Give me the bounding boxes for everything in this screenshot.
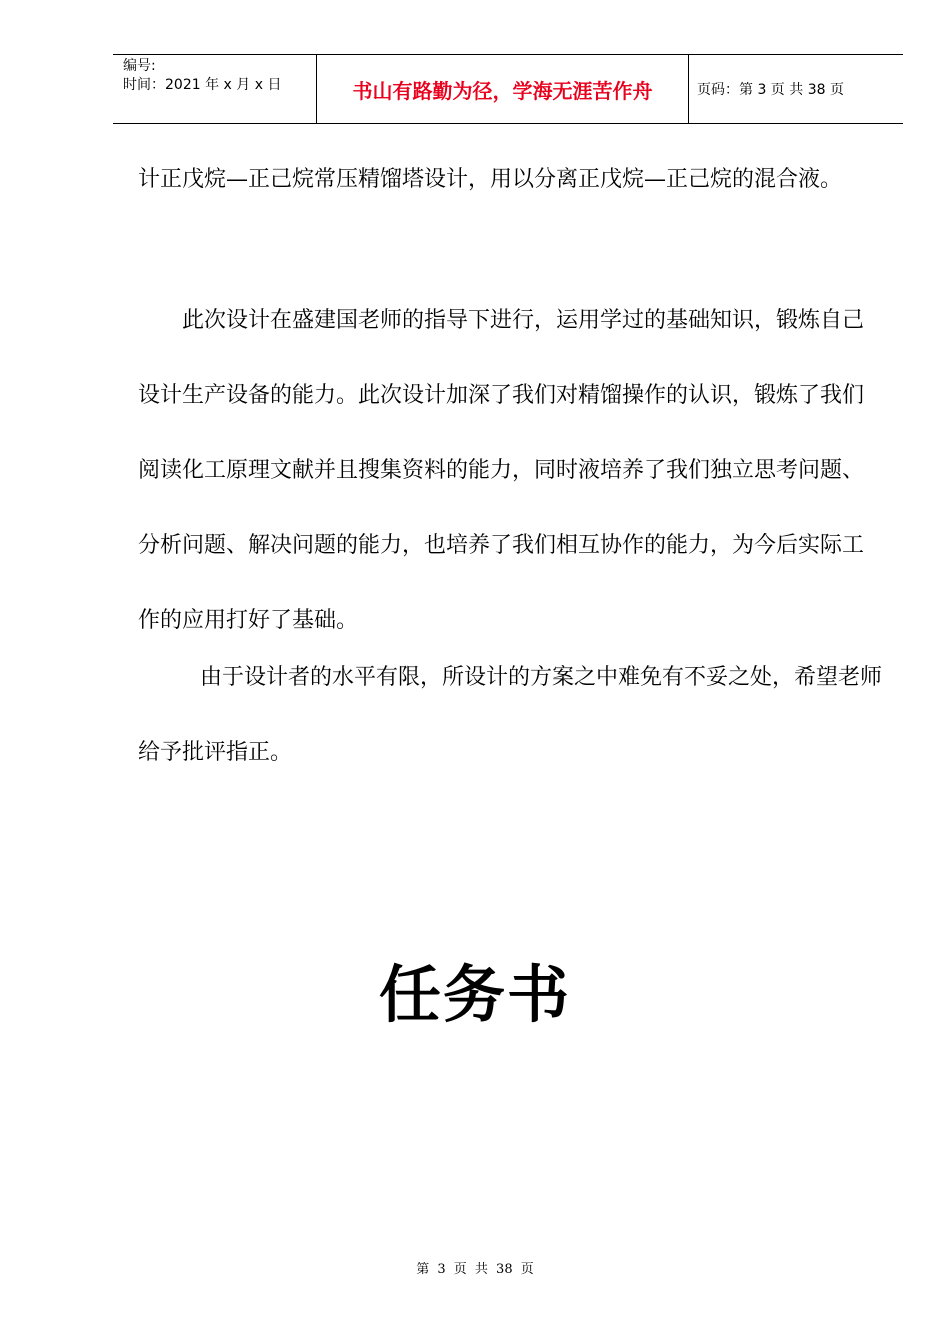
paragraph-3: 由于设计者的水平有限，所设计的方案之中难免有不妥之处，希望老师给予批评指正。 [138,665,883,765]
document-number-label: 编号: [123,58,156,74]
header-page-info: 页码：第 3 页 共 38 页 [697,82,844,98]
paragraph-1: 计正戊烷—正己烷常压精馏塔设计，用以分离正戊烷—正己烷的混合液。 [138,167,843,192]
page-footer: 第 3 页 共 38 页 [416,1262,534,1277]
section-title: 任务书 [378,958,571,1031]
header-meta [113,55,316,123]
document-time-label: 时间：2021 年 x 月 x 日 [123,77,282,93]
header-motto: 书山有路勤为径，学海无涯苦作舟 [316,55,689,123]
page-header [113,54,903,124]
paragraph-2: 此次设计在盛建国老师的指导下进行，运用学过的基础知识，锻炼自己设计生产设备的能力。此次设计加深了我们对精馏操作的认识，锻炼了我们阅读化工原理文献并且搜集资料的能力，同时液培养了我们独立思考问题、分析问题、解决问题的能力，也培养了我们相互协作的能力，为今后实际工作的应用打好了基础。 [138,308,865,633]
